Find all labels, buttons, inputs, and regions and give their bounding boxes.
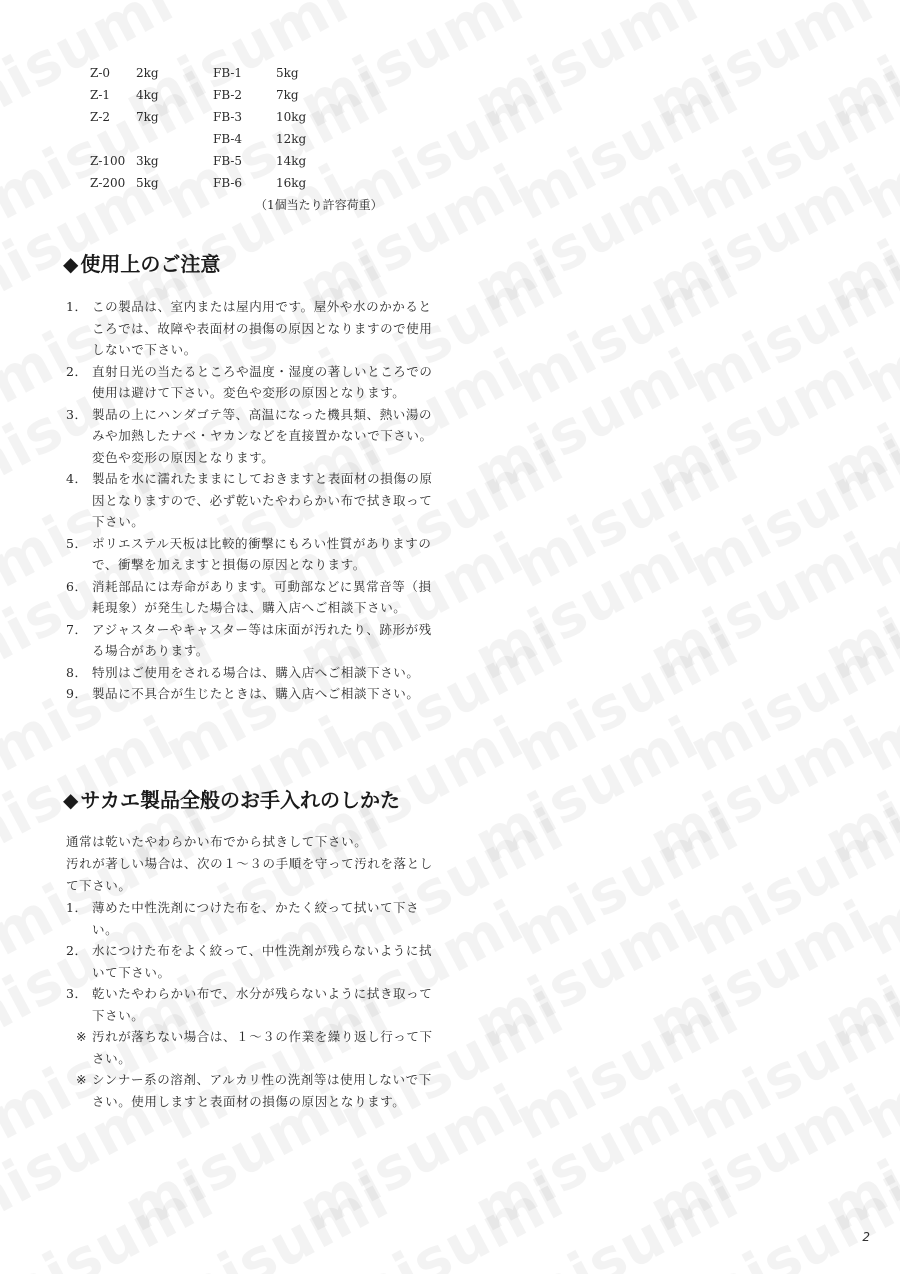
list-item: 7． アジャスターやキャスター等は床面が汚れたり、跡形が残る場合があります。 xyxy=(66,621,432,658)
list-item: 1． この製品は、室内または屋内用です。屋外や水のかかるところでは、故障や表面材の損傷の原因となりますので使用しないで下さい。 xyxy=(66,299,433,357)
list-item: 3． 乾いたやわらかい布で、水分が残らないように拭き取って下さい。 xyxy=(66,986,433,1023)
table-row: Z-100 3kg FB-5 14kg xyxy=(90,154,307,168)
usage-section-heading: ◆ 使用上のご注意 xyxy=(63,252,221,276)
page-number: 2 xyxy=(862,1230,870,1244)
list-item: 3． 製品の上にハンダゴテ等、高温になった機具類、熱い湯のみや加熱したナベ・ヤカンなどを直接置かないで下さい。変色や変形の原因となります。 xyxy=(66,406,433,465)
diamond-bullet-icon: ◆ xyxy=(63,788,79,812)
load-capacity-table xyxy=(90,62,430,212)
list-item: 2． 直射日光の当たるところや温度・湿度の著しいところでの使用は避けて下さい。変色や変形の原因となります。 xyxy=(66,363,433,400)
diamond-bullet-icon: ◆ xyxy=(63,252,79,276)
list-item: ※ シンナー系の溶剤、アルカリ性の洗剤等は使用しないで下さい。使用しますと表面材の損傷の原因となります。 xyxy=(76,1072,432,1109)
list-item: 8． 特別はご使用をされる場合は、購入店へご相談下さい。 xyxy=(66,664,420,680)
load-table-note: （1個当たり許容荷重） xyxy=(255,198,383,212)
list-item: ※ 汚れが落ちない場合は、１～３の作業を繰り返し行って下さい。 xyxy=(76,1029,433,1066)
care-notes-list xyxy=(76,1026,438,1112)
care-intro-2: 汚れが著しい場合は、次の１～３の手順を守って汚れを落として下さい。 xyxy=(66,856,433,893)
usage-caution-list xyxy=(66,296,438,705)
list-item: 9． 製品に不具合が生じたときは、購入店へご相談下さい。 xyxy=(66,686,420,701)
care-intro-1: 通常は乾いたやわらかい布でから拭きして下さい。 xyxy=(66,834,368,849)
list-item: 1． 薄めた中性洗剤につけた布を、かたく絞って拭いて下さい。 xyxy=(66,900,420,937)
table-row: Z-0 2kg FB-1 5kg xyxy=(90,66,299,80)
table-row: FB-4 12kg xyxy=(213,132,307,146)
list-item: 6． 消耗部品には寿命があります。可動部などに異常音等（損耗現象）が発生した場合は、購入店へご相談下さい。 xyxy=(66,578,432,615)
list-item: 4． 製品を水に濡れたままにしておきますと表面材の損傷の原因となりますので、必ず乾いたやわらかい布で拭き取って下さい。 xyxy=(66,471,433,529)
list-item: 2． 水につけた布をよく絞って、中性洗剤が残らないように拭いて下さい。 xyxy=(66,943,433,980)
table-row: Z-1 4kg FB-2 7kg xyxy=(90,88,299,102)
care-steps-list xyxy=(66,897,438,1026)
list-item: 5． ポリエステル天板は比較的衝撃にもろい性質がありますので、衝撃を加えますと損傷の原因となります。 xyxy=(66,535,432,572)
care-section-heading: ◆ サカエ製品全般のお手入れのしかた xyxy=(63,788,400,812)
table-row: Z-2 7kg FB-3 10kg xyxy=(90,110,307,124)
table-row: Z-200 5kg FB-6 16kg xyxy=(90,176,307,190)
